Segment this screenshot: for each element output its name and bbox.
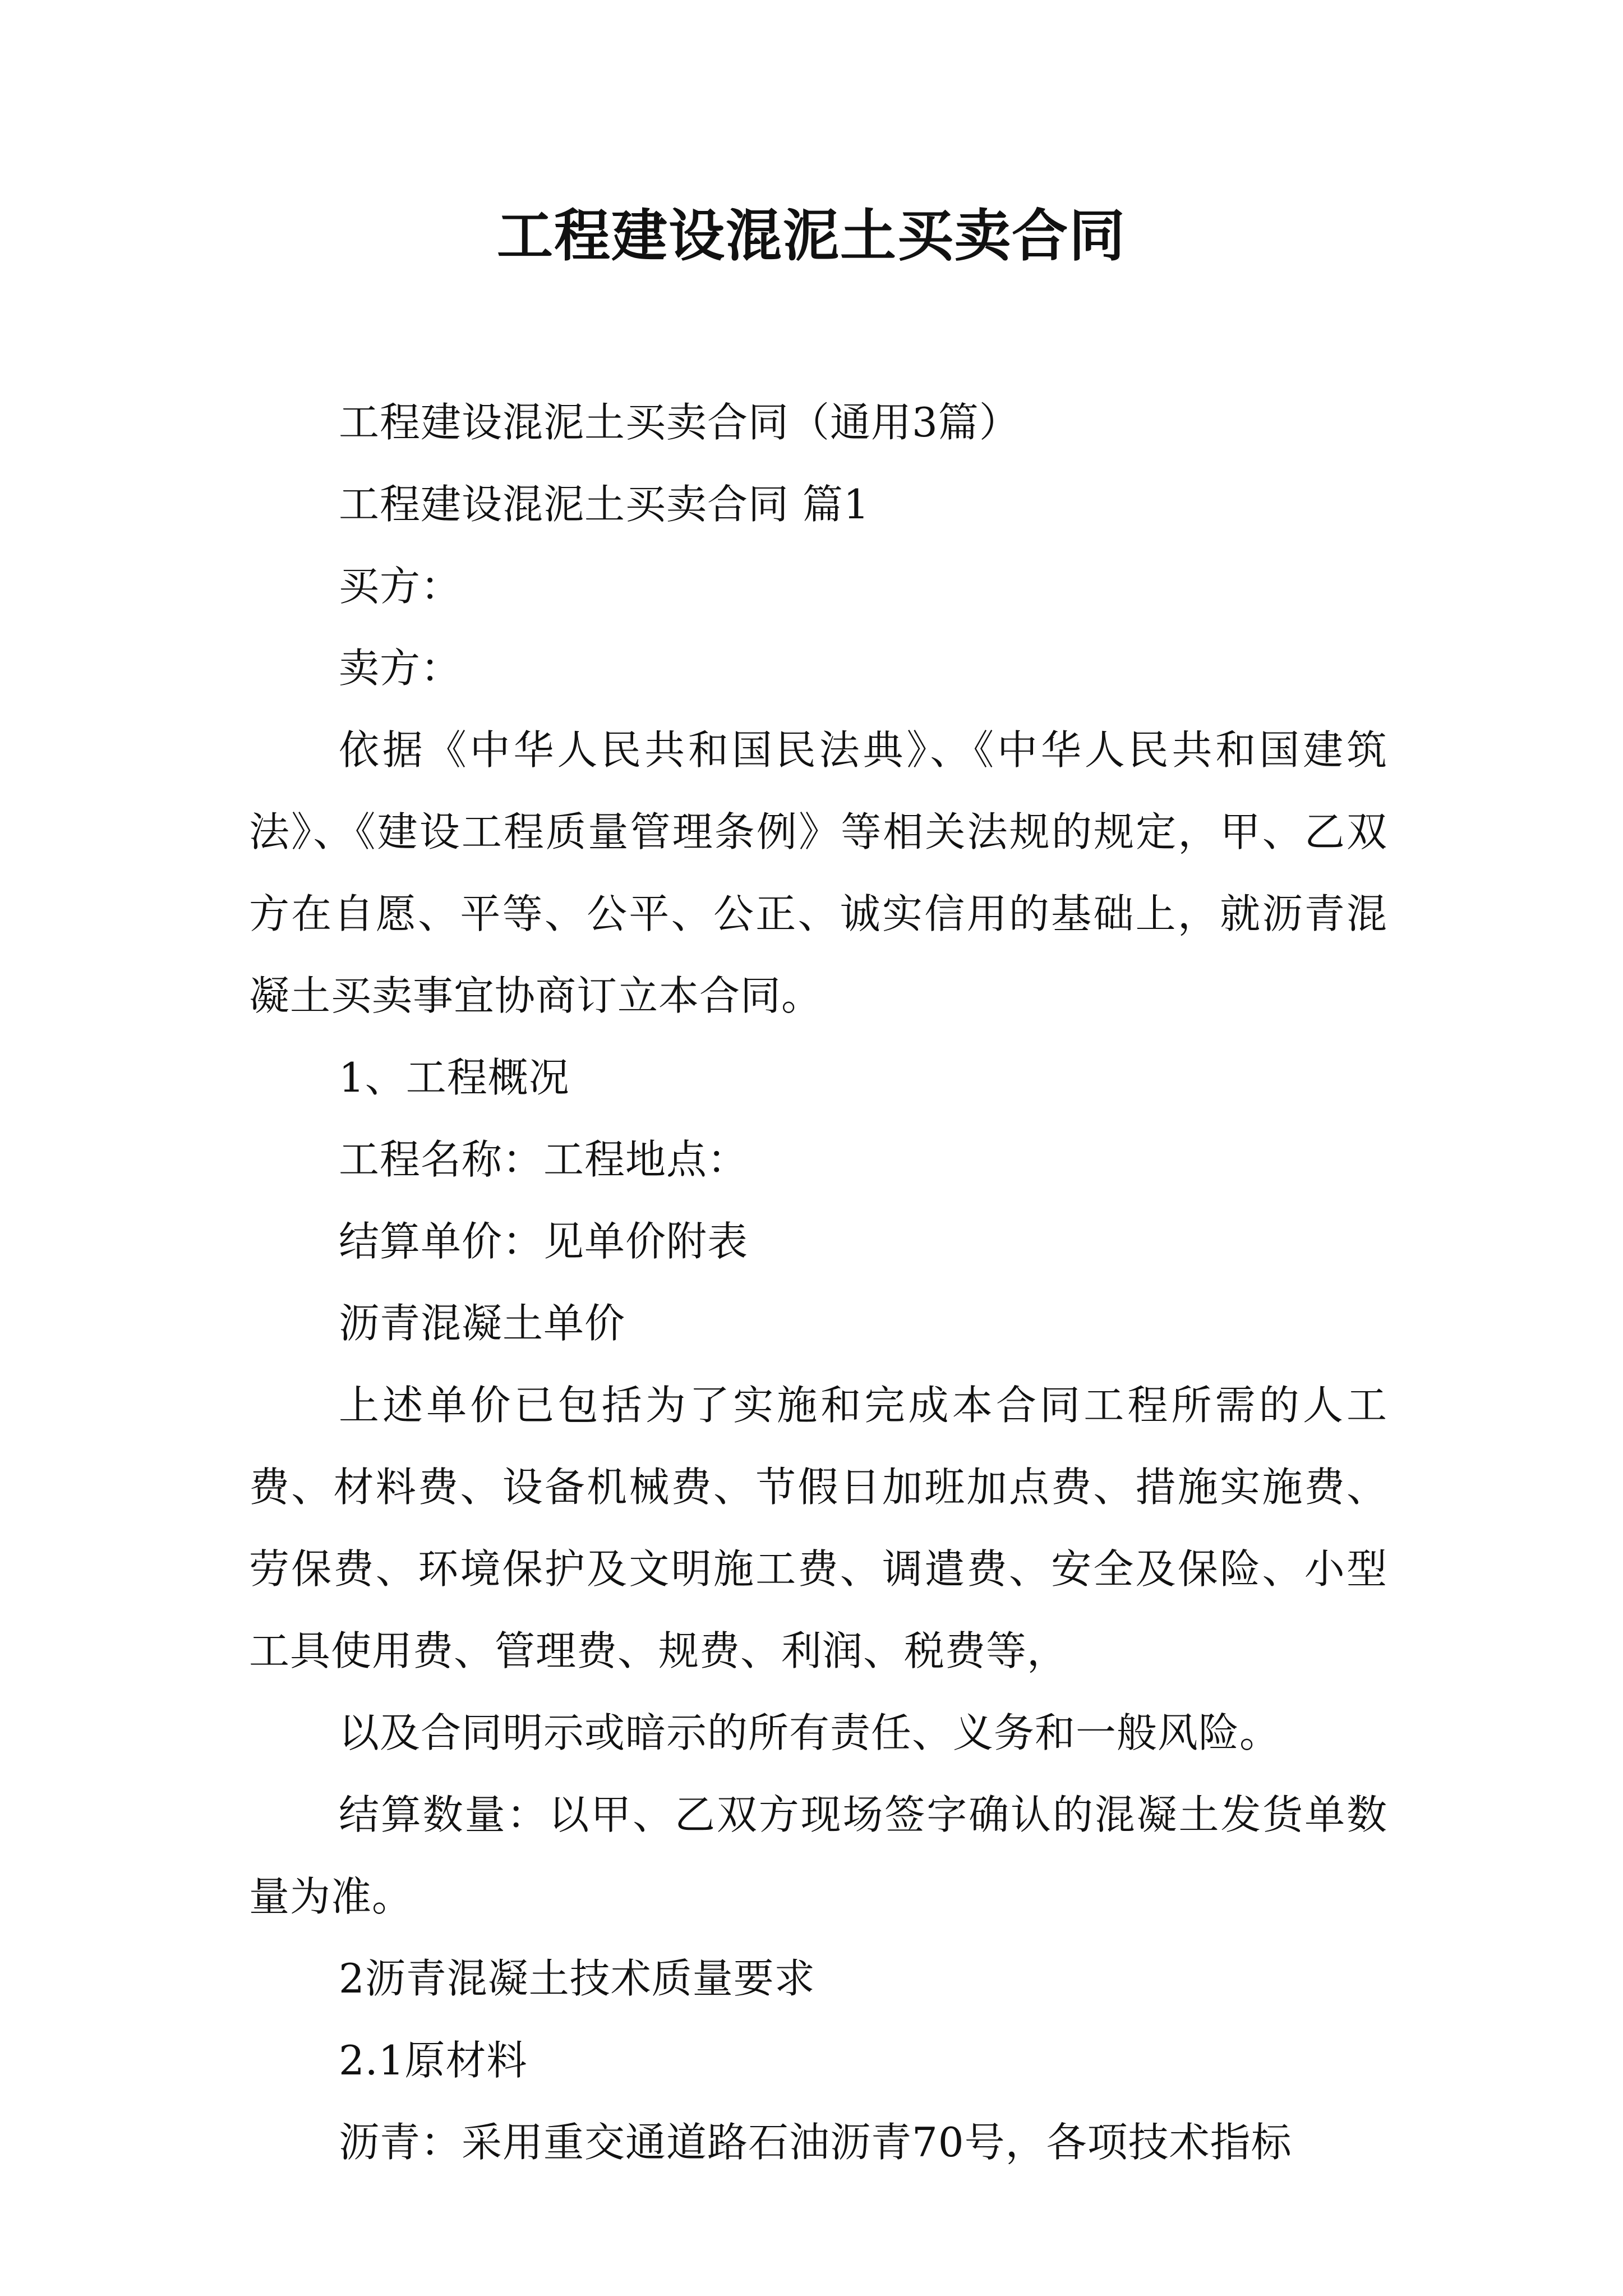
preamble-paragraph: 依据《中华人民共和国民法典》、《中华人民共和国建筑法》、《建设工程质量管理条例》等相关法规的规定，甲、乙双方在自愿、平等、公平、公正、诚实信用的基础上，就沥青混凝土买卖事宜协商订立本合同。 <box>249 726 1387 1019</box>
section-heading-part-1: 工程建设混泥土买卖合同 篇1 <box>339 481 870 528</box>
section-heading-project-overview: 1、工程概况 <box>339 1054 570 1101</box>
risk-paragraph: 以及合同明示或暗示的所有责任、义务和一般风险。 <box>339 1709 1281 1756</box>
settlement-quantity-paragraph: 结算数量：以甲、乙双方现场签字确认的混凝土发货单数量为准。 <box>249 1791 1387 1920</box>
asphalt-unit-price-heading: 沥青混凝土单价 <box>339 1300 626 1347</box>
subtitle-paragraph: 工程建设混泥土买卖合同（通用3篇） <box>339 399 1020 446</box>
buyer-line: 买方： <box>339 563 462 610</box>
document-body <box>249 381 1387 2183</box>
price-inclusion-paragraph: 上述单价已包括为了实施和完成本合同工程所需的人工费、材料费、设备机械费、节假日加班加点费、措施实施费、劳保费、环境保护及文明施工费、调遣费、安全及保险、小型工具使用费、管理费、规费、利润、税费等， <box>249 1382 1387 1674</box>
unit-price-line: 结算单价：见单价附表 <box>339 1218 749 1265</box>
seller-line: 卖方： <box>339 645 462 692</box>
document-title: 工程建设混泥土买卖合同 <box>497 203 1126 269</box>
asphalt-spec-paragraph: 沥青：采用重交通道路石油沥青70号，各项技术指标 <box>339 2119 1292 2166</box>
project-name-location-line: 工程名称：工程地点： <box>339 1136 749 1183</box>
subsection-heading-raw-materials: 2.1原材料 <box>339 2037 528 2084</box>
section-heading-quality: 2沥青混凝土技术质量要求 <box>339 1955 815 2002</box>
